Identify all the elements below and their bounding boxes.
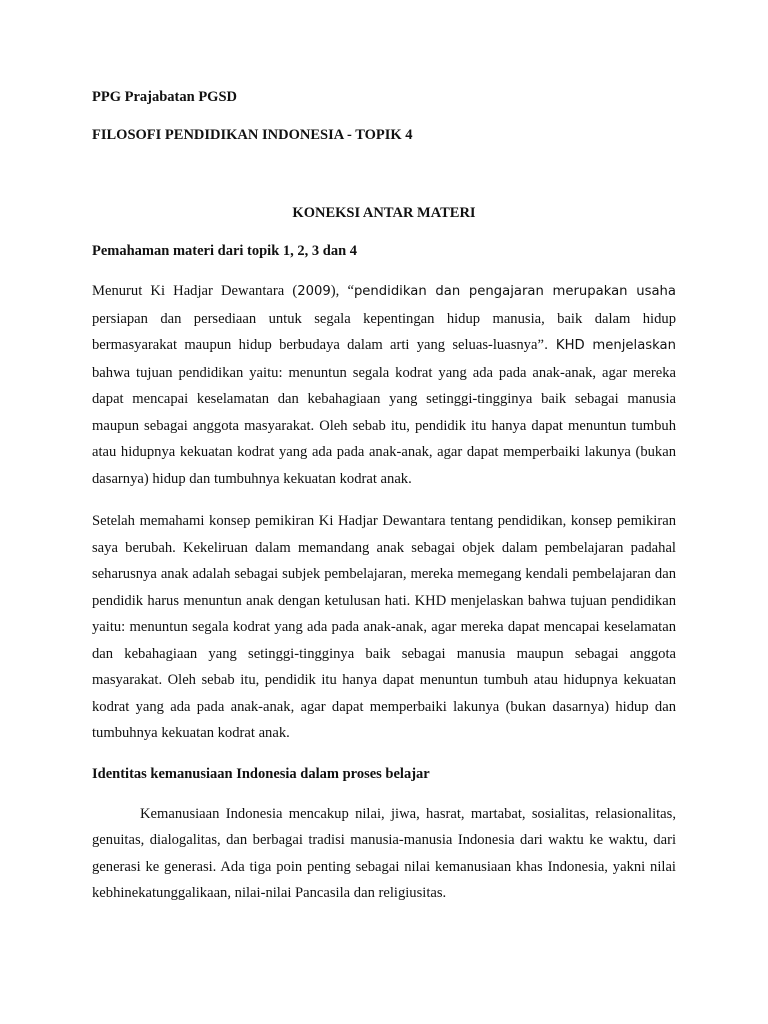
quote-start: pendidikan dan pengajaran merupakan usaha	[353, 284, 676, 299]
course-header: FILOSOFI PENDIDIKAN INDONESIA - TOPIK 4	[92, 127, 413, 143]
paragraph-humanity: Kemanusiaan Indonesia mencakup nilai, jiwa, hasrat, martabat, sosialitas, relasionalitas, genuitas, dialogalitas, dan berbagai tradisi manusia-manusia Indonesia dari waktu ke waktu, dari generasi ke generasi. Ada tiga poin penting sebagai nilai kemanusiaan khas Indonesia, yakni nilai kebhinekatunggalikaan, nilai-nilai Pancasila dan religiusitas.	[92, 805, 676, 901]
citation-year: 2009	[297, 284, 331, 299]
quote-rest: persiapan dan persediaan untuk segala kepentingan hidup manusia, baik dalam hidup bermasyarakat maupun hidup berbudaya dalam arti yang seluas-luasnya”	[92, 310, 676, 353]
paragraph-text: Menurut Ki Hadjar Dewantara (	[92, 283, 298, 299]
paragraph-khd-quote	[92, 278, 676, 492]
section-heading-understanding: Pemahaman materi dari topik 1, 2, 3 dan 4	[92, 243, 358, 259]
paragraph-text: ), “	[330, 283, 354, 299]
section-heading-identity: Identitas kemanusiaan Indonesia dalam proses belajar	[92, 765, 430, 782]
paragraph-text: bahwa tujuan pendidikan yaitu: menuntun segala kodrat yang ada pada anak-anak, agar mereka dapat mencapai keselamatan dan kebahagiaan yang setinggi-tingginya baik sebagai manusia maupun sebagai anggota masyarakat. Oleh sebab itu, pendidik itu hanya dapat menuntun tumbuh atau hidupnya kekuatan kodrat yang ada pada anak-anak, agar dapat memperbaiki lakunya (bukan dasarnya) hidup dan tumbuhnya kekuatan kodrat anak.	[92, 364, 676, 487]
page-title: KONEKSI ANTAR MATERI	[292, 205, 476, 221]
program-header: PPG Prajabatan PGSD	[92, 89, 237, 105]
paragraph-reflection: Setelah memahami konsep pemikiran Ki Hadjar Dewantara tentang pendidikan, konsep pemikiran saya berubah. Kekeliruan dalam memandang anak sebagai objek dalam pembelajaran padahal seharusnya anak adalah sebagai subjek pembelajaran, mereka memegang kendali pembelajaran dan pendidik harus menuntun anak dengan ketulusan hati. KHD menjelaskan bahwa tujuan pendidikan yaitu: menuntun segala kodrat yang ada pada anak-anak, agar mereka dapat mencapai keselamatan dan kebahagiaan yang setinggi-tingginya baik sebagai manusia maupun sebagai anggota masyarakat. Oleh sebab itu, pendidik itu hanya dapat menuntun tumbuh atau hidupnya kekuatan kodrat yang ada pada anak-anak, agar dapat memperbaiki lakunya (bukan dasarnya) hidup dan tumbuhnya kekuatan kodrat anak.	[92, 513, 676, 741]
khd-clause: . KHD menjelaskan	[543, 338, 676, 353]
document-content	[92, 86, 676, 923]
